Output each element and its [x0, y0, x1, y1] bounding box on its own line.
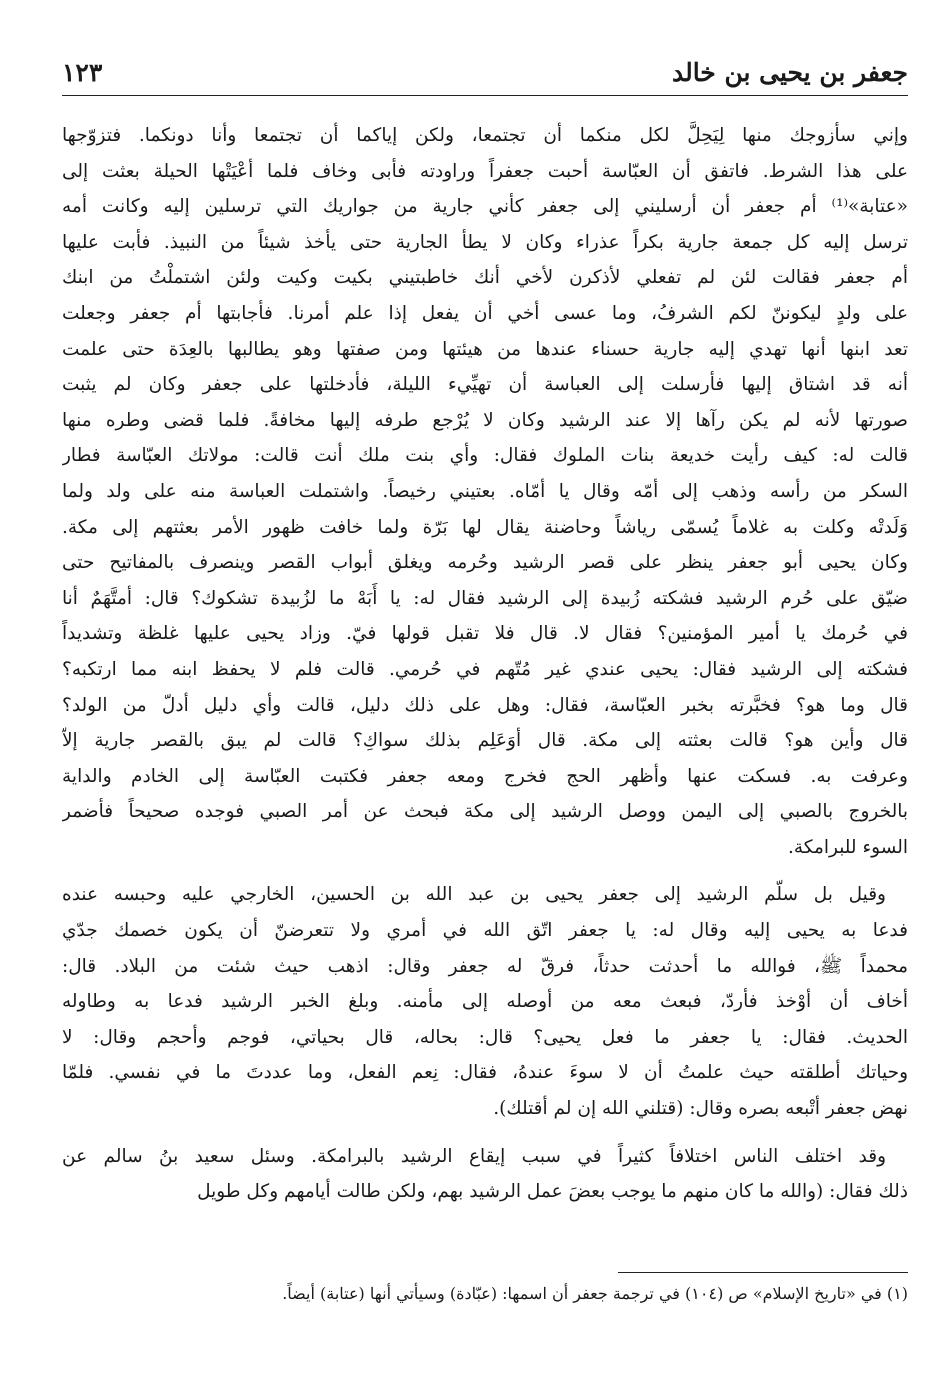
text-line: قالت له: كيف رأيت خديعة بنات الملوك فقال: وأي بنت ملك أنت قالت: مولاتك العبّاسة فطار	[62, 445, 908, 467]
paragraph	[62, 118, 908, 865]
text-line: وعرفت به. فسكت عنها وأظهر الحج فخرج ومعه جعفر فكتبت العبّاسة إلى الخادم والداية	[62, 765, 908, 787]
body-text	[62, 118, 908, 1210]
text-line: وكان يحيى أبو جعفر ينظر على قصر الرشيد وحُرمه ويغلق أبواب القصر وينصرف بالمفاتيح حتى	[62, 552, 908, 574]
text-line: نهض جعفر أتْبعه بصره وقال: (قتلني الله إن لم أقتلك).	[493, 1098, 908, 1120]
text-line: على ولدٍ ليكوننّ لكم الشرفُ، وما عسى أخي أن يفعل إذا علم أمرنا. فأجابتها أم جعفر وجعلت	[62, 302, 908, 324]
text-line: السوء للبرامكة.	[787, 836, 908, 858]
footnote: (١) في «تاريخ الإسلام» ص (١٠٤) في ترجمة جعفر أن اسمها: (عبّادة) وسيأتي أنها (عتابة) أيضاً.	[282, 1284, 908, 1303]
text-line: ضيّق على حُرم الرشيد فشكته زُبيدة إلى الرشيد فقال له: يا أَبَهْ ما لزُبيدة تشكوك؟ قال: أمتَّهَمٌ أنا	[62, 587, 908, 609]
paragraph-gap	[62, 1127, 908, 1139]
text-line: وقد اختلف الناس اختلافاً كثيراً في سبب إيقاع الرشيد بالبرامكة. وسئل سعيد بنُ سالم عن	[62, 1145, 886, 1167]
text-line: وَلَدتْه وكلت به غلاماً يُسمّى رياشاً وحاضنة يقال لها بَرّة ولما خافت ظهور الأمر بعثتهم إلى مكة.	[62, 516, 908, 538]
text-line: فشكته إلى الرشيد فقال: يحيى عندي غير مُتّهم في حُرمي. قالت فلم لا يحفظ ابنه مما ارتكبه؟	[62, 658, 908, 680]
text-line: في حُرمك يا أمير المؤمنين؟ فقال لا. قال فلا تقبل قولها فيّ. وزاد يحيى عليها غلظة وتشديداً	[62, 623, 908, 645]
text-line: فدعا به يحيى إليه وقال له: يا جعفر اتّق الله في أمري ولا تتعرضنّ أن يكون خصمك جدّي	[62, 920, 908, 942]
text-line: أنه قد اشتاق إليها فأرسلت إلى العباسة أن تهيِّيء الليلة، فأدخلتها على جعفر وكان لم يثبت	[62, 374, 908, 396]
running-title: جعفر بن يحيى بن خالد	[671, 58, 908, 87]
page-number: ١٢٣	[62, 58, 103, 87]
text-line: السكر من رأسه وذهب إلى أمّه وقال يا أمّاه. بعتيني رخيصاً. واشتملت العباسة منه على ولد ولما	[62, 480, 908, 502]
text-line: بالخروج بالصبي إلى اليمن ووصل الرشيد إلى مكة فبحث عن أمر الصبي فوجده صحيحاً فأضمر	[62, 801, 908, 823]
paragraph	[62, 1139, 908, 1210]
page-header	[62, 48, 908, 96]
text-line: أم جعفر فقالت لئن لم تفعلي لأذكرن لأخي أنك خاطبتيني بكيت وكيت ولئن اشتملْتُ من ابنك	[62, 267, 908, 289]
text-line: «عتابة»⁽¹⁾ أم جعفر أن أرسليني إلى جعفر كأني جارية من جواريك التي ترسلين إليه وكانت أمه	[62, 196, 908, 218]
text-line: صورتها لأنه لم يكن رآها إلا عند الرشيد وكان لا يُرْجع طرفه إليها مخافةً. فلما قضى وطره منها	[62, 409, 908, 431]
text-line: محمداً ﷺ، فوالله ما أحدثت حدثاً، فرقّ له جعفر وقال: اذهب حيث شئت من البلاد. قال:	[62, 955, 908, 977]
text-line: على هذا الشرط. فاتفق أن العبّاسة أحبت جعفراً وراودته فأبى وخاف فلما أعْيَتْها الحيلة بعثت إلى	[62, 160, 908, 182]
paragraph	[62, 877, 908, 1126]
text-line: قال وأين هو؟ قالت بعثته إلى مكة. قال أوَعَلِم بذلك سواكِ؟ قالت لم يبق بالقصر جارية إلاّ	[62, 730, 908, 752]
paragraph-gap	[62, 865, 908, 877]
text-line: الحديث. فقال: يا جعفر ما فعل يحيى؟ قال: بحاله، قال بحياتي، فوجم وأحجم وقال: لا	[62, 1026, 908, 1048]
text-line: وقيل بل سلّم الرشيد إلى جعفر يحيى بن عبد الله بن الحسين، الخارجي عليه وحبسه عنده	[62, 884, 886, 906]
footnote-divider	[618, 1272, 908, 1273]
text-line: تعد ابنها أنها تهدي إليه جارية حسناء عندها من هيئتها ومن صفتها وهو يطالبها بالعِدَة حتى علمت	[62, 338, 908, 360]
text-line: وإني سأزوجك منها لِيَحِلَّ لكل منكما أن تجتمعا، ولكن إياكما أن تجتمعا وأنا دونكما. فتزوّجها	[62, 125, 908, 146]
text-line: ذلك فقال: (والله ما كان منهم ما يوجب بعضَ عمل الرشيد بهم، ولكن طالت أيامهم وكل طويل	[197, 1181, 908, 1203]
text-line: ترسل إليه كل جمعة جارية بكراً عذراء وكان لا يطأ الجارية حتى يأخذ شيئاً من النبيذ. فأبت عليها	[62, 231, 908, 253]
text-line: أخاف أن أوْخذ فأردّ، فبعث معه من أوصله إلى مأمنه. وبلغ الخبر الرشيد فدعا به وطاوله	[62, 991, 908, 1013]
text-line: قال وما هو؟ فخبَّرته بخبر العبّاسة، فقال: وهل على ذلك دليل، قالت وأي دليل أدلّ من الولد؟	[62, 694, 908, 716]
text-line: وحياتك أطلقته حيث علمتُ أن لا سوءَ عندهُ، فقال: نِعم الفعل، وما عددتَ ما في نفسي. فلمّا	[62, 1062, 908, 1084]
